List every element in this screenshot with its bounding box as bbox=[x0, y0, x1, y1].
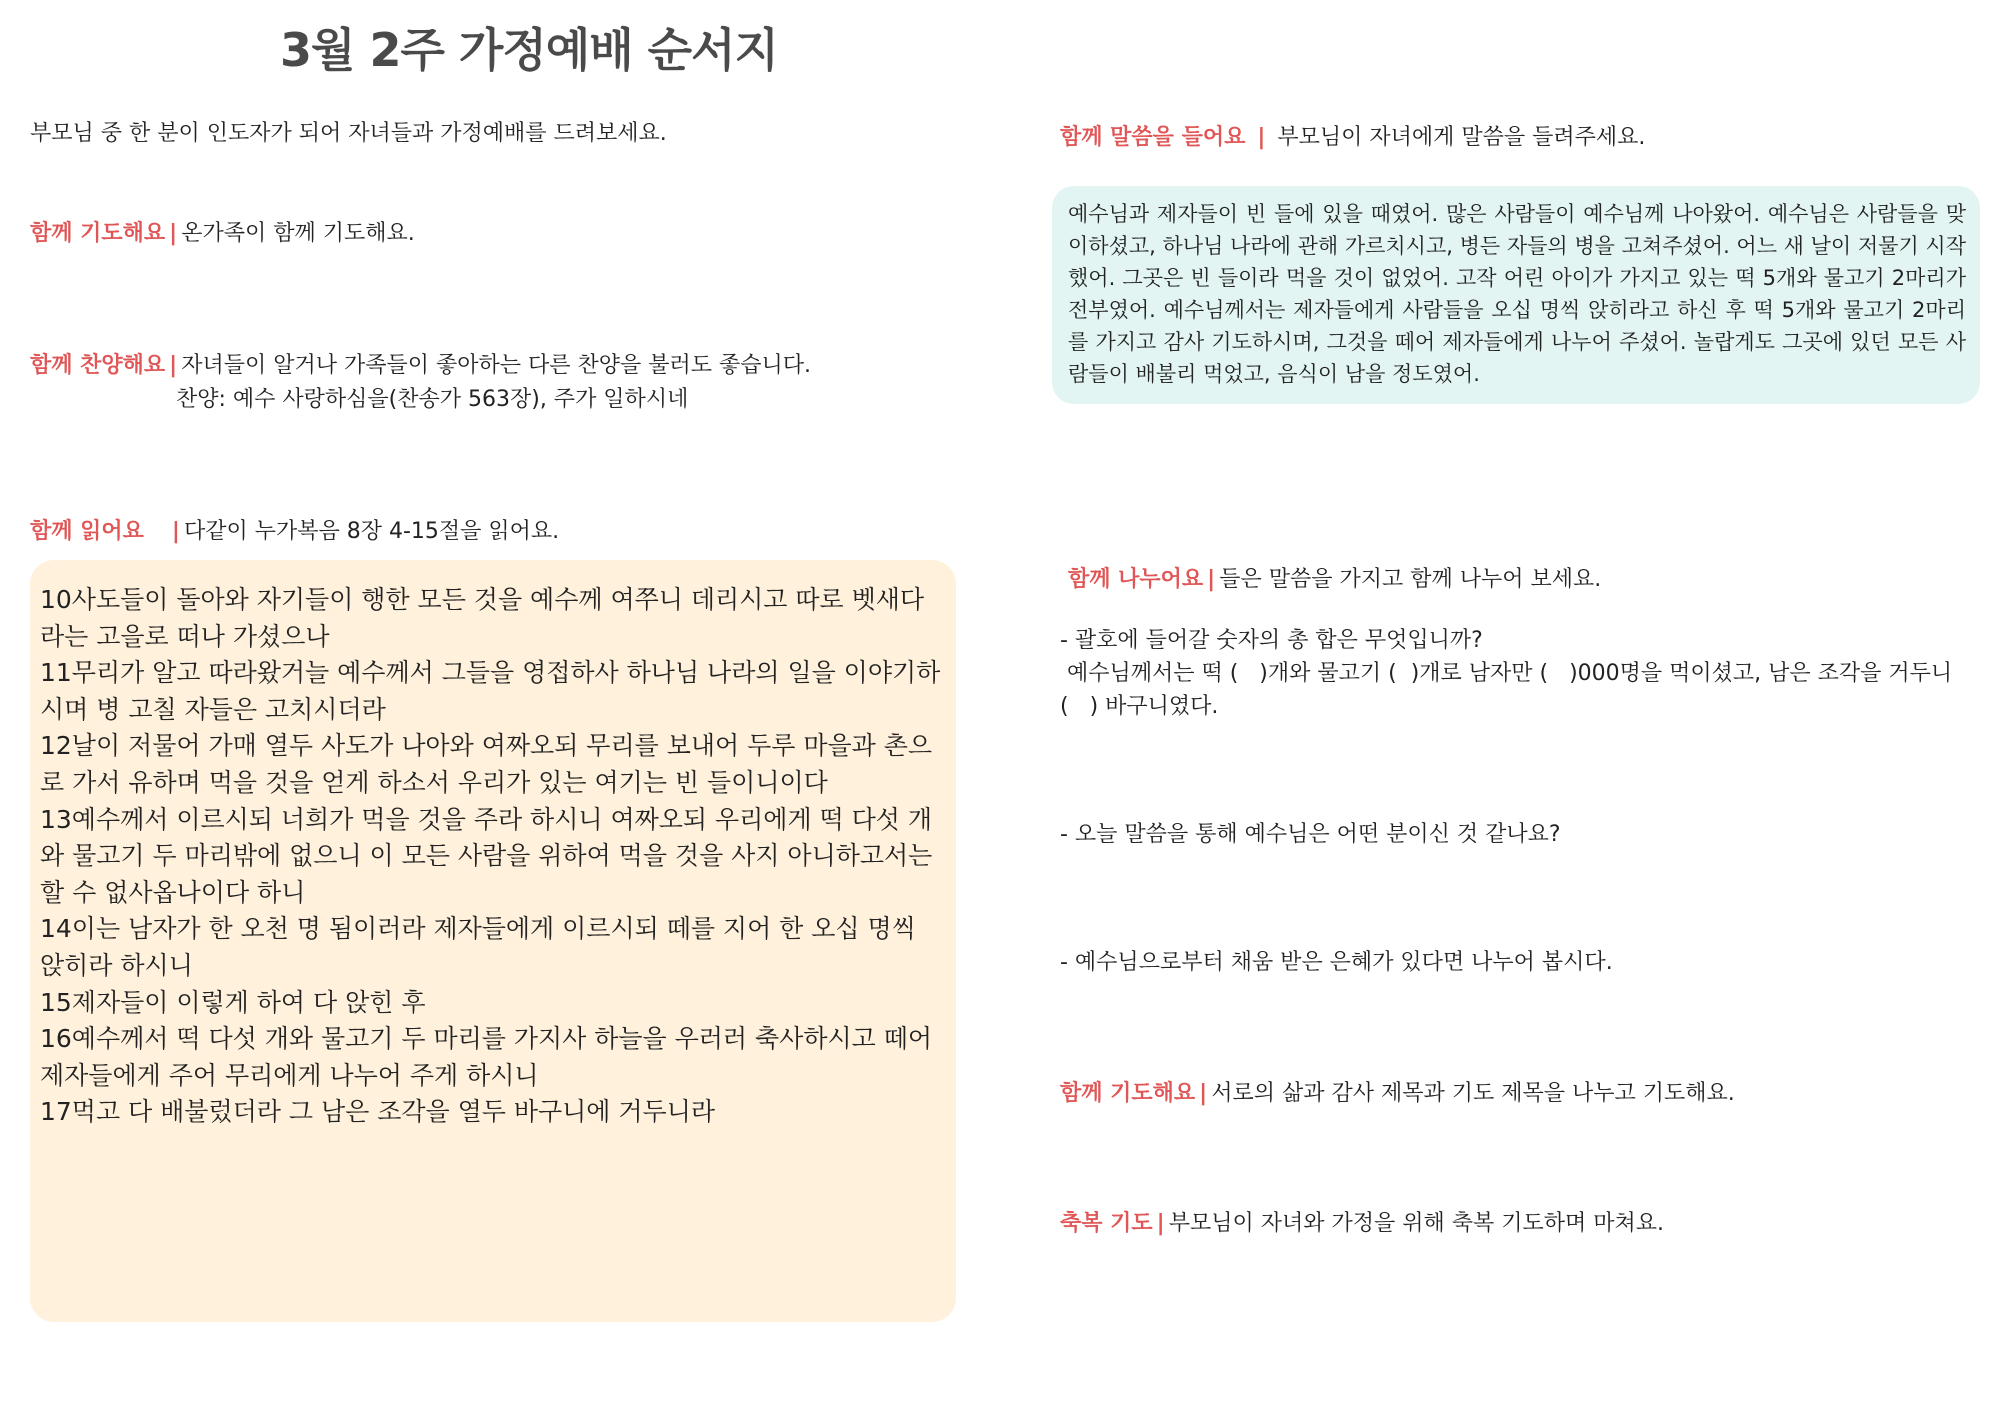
section-bless bbox=[1060, 1206, 1664, 1237]
section-praise bbox=[30, 348, 811, 379]
section-text: 다같이 누가복음 8장 4-15절을 읽어요. bbox=[183, 519, 560, 544]
section-label: 축복 기도 bbox=[1060, 1211, 1153, 1236]
question-fill-blank: ( ) 바구니였다. bbox=[1060, 694, 1219, 719]
separator: | bbox=[171, 519, 180, 544]
section-text: 부모님이 자녀와 가정을 위해 축복 기도하며 마쳐요. bbox=[1168, 1211, 1664, 1236]
scripture-verse: 10사도들이 돌아와 자기들이 행한 모든 것을 예수께 여쭈니 데리시고 따로 벳새다라는 고을로 떠나 가셨으나 bbox=[40, 585, 925, 651]
separator: | bbox=[1207, 567, 1216, 592]
question-text: - 괄호에 들어갈 숫자의 총 합은 무엇입니까? bbox=[1060, 628, 1483, 653]
praise-songs: 찬양: 예수 사랑하심을(찬송가 563장), 주가 일하시네 bbox=[176, 387, 689, 412]
question-3: - 예수님으로부터 채움 받은 은혜가 있다면 나누어 봅시다. bbox=[1060, 950, 1613, 975]
separator: | bbox=[169, 221, 178, 246]
question-1 bbox=[1060, 624, 1990, 723]
section-read bbox=[30, 514, 559, 545]
scripture-verse: 11무리가 알고 따라왔거늘 예수께서 그들을 영접하사 하나님 나라의 일을 이야기하시며 병 고칠 자들은 고치시더라 bbox=[40, 658, 941, 724]
section-text: 자녀들이 알거나 가족들이 좋아하는 다른 찬양을 불러도 좋습니다. bbox=[181, 353, 811, 378]
scripture-verse: 16예수께서 떡 다섯 개와 물고기 두 마리를 가지사 하늘을 우러러 축사하시고 떼어 제자들에게 주어 무리에게 나누어 주게 하시니 bbox=[40, 1024, 933, 1090]
story-box: 예수님과 제자들이 빈 들에 있을 때였어. 많은 사람들이 예수님께 나아왔어. 예수님은 사람들을 맞이하셨고, 하나님 나라에 관해 가르치시고, 병든 자들의 병을 고쳐주셨어. 어느 새 날이 저물기 시작했어. 그곳은 빈 들이라 먹을 것이 없었어. 고작 어린 아이가 가지고 있는 떡 5개와 물고기 2마리가 전부였어. 예수님께서는 제자들에게 사람들을 오십 명씩 앉히라고 하신 후 떡 5개와 물고기 2마리를 가지고 감사 기도하시며, 그것을 떼어 제자들에게 나누어 주셨어. 놀랍게도 그곳에 있던 모든 사람들이 배불리 먹었고, 음식이 남을 정도였어. bbox=[1052, 186, 1980, 404]
question-2: - 오늘 말씀을 통해 예수님은 어떤 분이신 것 같나요? bbox=[1060, 822, 1561, 847]
section-listen bbox=[1060, 120, 1645, 151]
scripture-verse: 13예수께서 이르시되 너희가 먹을 것을 주라 하시니 여짜오되 우리에게 떡 다섯 개와 물고기 두 마리밖에 없으니 이 모든 사람을 위하여 먹을 것을 사지 아니하고서는 할 수 없사옵나이다 하니 bbox=[40, 804, 933, 907]
scripture-box bbox=[30, 560, 956, 1322]
section-label: 함께 나누어요 bbox=[1068, 567, 1204, 592]
separator: | bbox=[1156, 1211, 1165, 1236]
scripture-verse: 17먹고 다 배불렀더라 그 남은 조각을 열두 바구니에 거두니라 bbox=[40, 1097, 715, 1127]
section-text: 들은 말씀을 가지고 함께 나누어 보세요. bbox=[1219, 567, 1602, 592]
scripture-verse: 12날이 저물어 가매 열두 사도가 나아와 여짜오되 무리를 보내어 두루 마을과 촌으로 가서 유하며 먹을 것을 얻게 하소서 우리가 있는 여기는 빈 들이니이다 bbox=[40, 731, 933, 797]
section-text: 온가족이 함께 기도해요. bbox=[181, 221, 415, 246]
section-label: 함께 읽어요 bbox=[30, 519, 144, 544]
question-fill-blank: 예수님께서는 떡 ( )개와 물고기 ( )개로 남자만 ( )000명을 먹이셨고, 남은 조각을 거두니 bbox=[1060, 661, 1953, 686]
section-label: 함께 기도해요 bbox=[1060, 1081, 1196, 1106]
separator: | bbox=[169, 353, 178, 378]
section-label: 함께 찬양해요 bbox=[30, 353, 166, 378]
section-text: 서로의 삶과 감사 제목과 기도 제목을 나누고 기도해요. bbox=[1211, 1081, 1735, 1106]
separator: | bbox=[1257, 125, 1266, 150]
separator: | bbox=[1199, 1081, 1208, 1106]
section-label: 함께 말씀을 들어요 bbox=[1060, 125, 1246, 150]
section-label: 함께 기도해요 bbox=[30, 221, 166, 246]
page-title: 3월 2주 가정예배 순서지 bbox=[280, 23, 778, 77]
scripture-verse: 15제자들이 이렇게 하여 다 앉힌 후 bbox=[40, 987, 426, 1017]
section-text: 부모님이 자녀에게 말씀을 들려주세요. bbox=[1277, 125, 1646, 150]
scripture-verse: 14이는 남자가 한 오천 명 됨이러라 제자들에게 이르시되 떼를 지어 한 오십 명씩 앉히라 하시니 bbox=[40, 914, 916, 980]
section-pray-right bbox=[1060, 1076, 1735, 1107]
section-pray-left bbox=[30, 216, 415, 247]
section-share bbox=[1068, 562, 1601, 593]
intro-text: 부모님 중 한 분이 인도자가 되어 자녀들과 가정예배를 드려보세요. bbox=[30, 121, 667, 146]
